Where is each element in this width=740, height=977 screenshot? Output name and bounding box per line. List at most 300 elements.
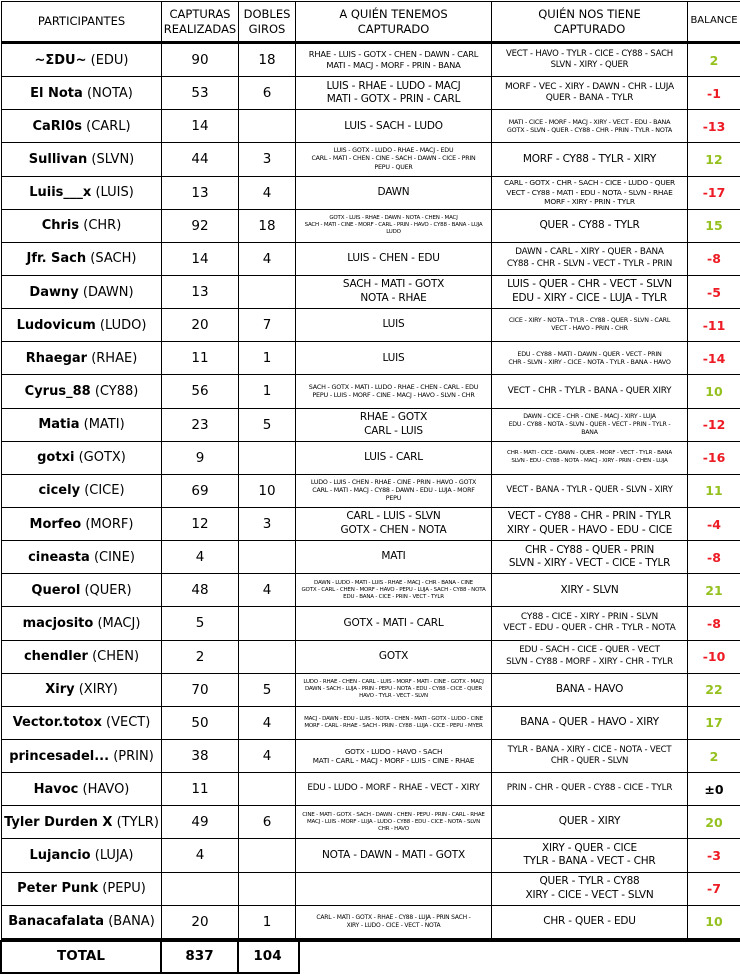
balance-value: 2 <box>688 44 740 77</box>
doubles-value: 1 <box>239 342 296 375</box>
captures-value: 90 <box>162 44 239 77</box>
captors-list <box>492 806 688 839</box>
capture-list-line: LUIS - GOTX - LUDO - RHAE - MACJ - EDU <box>333 147 454 155</box>
captors-list <box>492 541 688 574</box>
captors-list <box>492 342 688 375</box>
captors-list <box>492 442 688 475</box>
capture-list-line: VECT - HAVO - TYLR - CICE - CY88 - SACH <box>506 49 673 60</box>
capture-list-line: PEPU - QUER <box>374 163 413 171</box>
participant-code: (MATI) <box>83 417 125 433</box>
capture-list-line: DAWN <box>377 185 410 198</box>
doubles-value: 4 <box>239 243 296 276</box>
doubles-value: 1 <box>239 375 296 408</box>
doubles-value: 4 <box>239 707 296 740</box>
participant-name-cell <box>2 44 162 77</box>
capture-list-line: MATI - MACJ - MORF - PRIN - BANA <box>326 60 461 71</box>
capture-list-line: MORF - CY88 - TYLR - XIRY <box>522 152 657 165</box>
captors-list <box>492 839 688 872</box>
captures-value: 11 <box>162 342 239 375</box>
captures-value: 13 <box>162 276 239 309</box>
doubles-value: 4 <box>239 740 296 773</box>
participant-name: Havoc <box>33 781 79 797</box>
captures-value: 44 <box>162 143 239 176</box>
doubles-value: 1 <box>239 906 296 939</box>
captured-list <box>296 541 492 574</box>
capture-list-line: EDU - SACH - CICE - QUER - VECT <box>519 645 660 656</box>
balance-value: -1 <box>688 77 740 110</box>
capture-list-line: TYLR - BANA - VECT - CHR <box>523 855 656 868</box>
captured-list <box>296 143 492 176</box>
captors-list <box>492 674 688 707</box>
capture-list-line: QUER - XIRY <box>558 815 621 828</box>
captures-value: 50 <box>162 707 239 740</box>
balance-value: 11 <box>688 475 740 508</box>
capture-list-line: VECT - EDU - QUER - CHR - TYLR - NOTA <box>503 623 676 634</box>
balance-value: 20 <box>688 806 740 839</box>
participant-name-cell <box>2 508 162 541</box>
participant-name-cell <box>2 740 162 773</box>
captors-list <box>492 77 688 110</box>
capture-list-line: QUER - BANA - TYLR <box>545 93 634 104</box>
participant-name-cell <box>2 607 162 640</box>
participant-name: Banacafalata <box>8 914 105 930</box>
balance-value: -5 <box>688 276 740 309</box>
capture-list-line: MATI - CARL - MACJ - MORF - LUIS - CINE - RHAE <box>312 756 475 766</box>
header-participants-label: PARTICIPANTES <box>37 14 126 29</box>
table-row <box>2 475 740 508</box>
header-captures-line1: CAPTURAS <box>169 7 231 22</box>
balance-value: 15 <box>688 210 740 243</box>
doubles-value: 3 <box>239 143 296 176</box>
capture-list-line: LUDO - LUIS - CHEN - RHAE - CINE - PRIN - HAVO - GOTX <box>310 478 477 486</box>
capture-list-line: LUDO - RHAE - CHEN - CARL - LUIS - MORF - MATI - CINE - GOTX - MACJ <box>303 679 484 686</box>
participant-name-cell <box>2 773 162 806</box>
participant-code: (MACJ) <box>97 615 141 631</box>
doubles-value: 4 <box>239 574 296 607</box>
doubles-value: 7 <box>239 309 296 342</box>
participant-name-cell <box>2 276 162 309</box>
capture-list-line: SACH - MATI - GOTX <box>342 278 445 291</box>
captors-list <box>492 177 688 210</box>
capture-list-line: QUER - TYLR - CY88 <box>539 874 640 887</box>
table-header-row <box>2 2 740 44</box>
participant-name: Matia <box>38 417 80 433</box>
captured-list <box>296 309 492 342</box>
table-row <box>2 442 740 475</box>
capture-list-line: SLVN - XIRY - QUER <box>550 60 629 71</box>
participant-name: Jfr. Sach <box>26 251 87 267</box>
balance-value: -16 <box>688 442 740 475</box>
balance-value: -7 <box>688 873 740 906</box>
participant-name: Luiis___x <box>29 185 92 201</box>
captured-list <box>296 839 492 872</box>
table-row <box>2 574 740 607</box>
participant-name: gotxi <box>37 450 75 466</box>
balance-value: 2 <box>688 740 740 773</box>
captures-value: 13 <box>162 177 239 210</box>
capture-list-line: EDU - XIRY - CICE - LUJA - TYLR <box>512 292 667 305</box>
table-row <box>2 740 740 773</box>
balance-value: ±0 <box>688 773 740 806</box>
participant-name: Querol <box>31 582 81 598</box>
participant-name: Morfeo <box>29 516 82 532</box>
captured-list <box>296 442 492 475</box>
capture-list-line: CHR - SLVN - XIRY - CICE - NOTA - TYLR - BANA - HAVO <box>508 358 671 367</box>
capture-list-line: XIRY - SLVN <box>560 583 619 596</box>
capture-list-line: LUDO <box>386 229 401 236</box>
capture-list-line: LUIS <box>382 351 405 364</box>
capture-list-line: MATI - CICE - MORF - MACJ - XIRY - VECT - EDU - BANA <box>508 118 671 127</box>
participant-code: (LUIS) <box>95 185 134 201</box>
captors-list <box>492 44 688 77</box>
doubles-value <box>239 773 296 806</box>
capture-list-line: SACH - GOTX - MATI - LUDO - RHAE - CHEN - CARL - EDU <box>308 383 479 392</box>
capture-list-line: TYLR - BANA - XIRY - CICE - NOTA - VECT <box>507 744 672 755</box>
capture-list-line: CHR - CY88 - QUER - PRIN <box>524 543 655 556</box>
table-row <box>2 375 740 408</box>
balance-value: -8 <box>688 541 740 574</box>
doubles-value <box>239 442 296 475</box>
capture-list-line: CARL - LUIS <box>364 424 423 437</box>
participant-name-cell <box>2 839 162 872</box>
capture-list-line: BANA <box>581 428 598 436</box>
balance-value: -13 <box>688 110 740 143</box>
table-row <box>2 342 740 375</box>
capture-list-line: GOTX - CHEN - NOTA <box>340 524 447 537</box>
captors-list <box>492 210 688 243</box>
captured-list <box>296 773 492 806</box>
capture-list-line: GOTX - CARL - CHEN - MORF - HAVO - PEPU - LUJA - SACH - CY88 - NOTA <box>301 586 486 593</box>
capture-list-line: LUIS - CARL <box>364 450 423 463</box>
capture-list-line: MACJ - DAWN - EDU - LUIS - NOTA - CHEN - MATI - GOTX - LUDO - CINE <box>304 715 483 722</box>
capture-list-line: EDU - LUDO - MORF - RHAE - VECT - XIRY <box>307 783 480 794</box>
participant-name: Ludovicum <box>16 317 96 333</box>
participant-code: (CY88) <box>94 383 139 399</box>
captured-list <box>296 906 492 939</box>
capture-list-line: CHR - HAVO <box>378 825 409 832</box>
participant-name: Xiry <box>45 682 75 698</box>
participant-name: macjosito <box>22 615 94 631</box>
table-row <box>2 607 740 640</box>
participant-name: Peter Punk <box>17 881 99 897</box>
capture-list-line: GOTX - MATI - CARL <box>343 616 444 629</box>
capture-list-line: NOTA - RHAE <box>360 292 427 305</box>
header-captures <box>162 2 239 44</box>
capture-list-line: CHR - MATI - CICE - DAWN - QUER - MORF - VECT - TYLR - BANA <box>507 450 672 457</box>
participant-code: (XIRY) <box>78 682 118 698</box>
captors-list <box>492 607 688 640</box>
captors-list <box>492 574 688 607</box>
participant-name: Rhaegar <box>25 350 88 366</box>
balance-value: 12 <box>688 143 740 176</box>
captors-list <box>492 309 688 342</box>
captures-value: 49 <box>162 806 239 839</box>
header-captors-line1: QUIÉN NOS TIENE <box>538 7 641 22</box>
participant-name: Dawny <box>29 284 79 300</box>
captured-list <box>296 641 492 674</box>
capture-list-line: PEPU <box>385 494 402 502</box>
table-row <box>2 177 740 210</box>
doubles-value: 5 <box>239 674 296 707</box>
captures-value: 14 <box>162 243 239 276</box>
captures-value: 4 <box>162 839 239 872</box>
capture-list-line: EDU - CY88 - NOTA - SLVN - QUER - VECT - PRIN - TYLR - <box>508 420 671 428</box>
doubles-value <box>239 839 296 872</box>
table-row <box>2 110 740 143</box>
capture-list-line: GOTX <box>378 649 409 662</box>
capture-list-line: CINE - MATI - GOTX - SACH - DAWN - CHEN - PEPU - PRIN - CARL - RHAE <box>302 811 485 818</box>
table-body <box>2 44 740 941</box>
participant-code: (CINE) <box>93 549 135 565</box>
capture-list-line: CICE - XIRY - NOTA - TYLR - CY88 - QUER - SLVN - CARL <box>508 317 671 325</box>
participant-name: Lujancio <box>29 847 91 863</box>
capture-list-line: RHAE - LUIS - GOTX - CHEN - DAWN - CARL <box>308 49 479 60</box>
capture-list-line: LUIS - CHEN - EDU <box>347 252 440 265</box>
participant-name-cell <box>2 541 162 574</box>
captors-list <box>492 707 688 740</box>
participant-code: (CICE) <box>84 483 125 499</box>
doubles-value: 6 <box>239 77 296 110</box>
balance-value: -8 <box>688 607 740 640</box>
capture-list-line: MORF - XIRY - PRIN - TYLR <box>544 197 635 207</box>
balance-value: 21 <box>688 574 740 607</box>
capture-list-line: SLVN - CY88 - MORF - XIRY - CHR - TYLR <box>506 656 673 667</box>
table-row <box>2 773 740 806</box>
participant-code: (EDU) <box>90 52 129 68</box>
captured-list <box>296 77 492 110</box>
captured-list <box>296 243 492 276</box>
balance-value: -11 <box>688 309 740 342</box>
capture-list-line: XIRY - CICE - VECT - SLVN <box>525 888 654 901</box>
capture-list-line: NOTA - DAWN - MATI - GOTX <box>322 848 465 861</box>
table-row <box>2 243 740 276</box>
participant-code: (VECT) <box>106 715 151 731</box>
capture-list-line: DAWN - LUDO - MATI - LUIS - RHAE - MACJ - CHR - BANA - CINE <box>314 579 473 586</box>
standings-table <box>1 1 740 942</box>
participant-name-cell <box>2 674 162 707</box>
capture-list-line: MATI <box>381 550 406 563</box>
captors-list <box>492 906 688 939</box>
participant-code: (RHAE) <box>91 350 138 366</box>
capture-list-line: DAWN - SACH - LUJA - PRIN - PEPU - NOTA - EDU - CY88 - CICE - QUER <box>304 686 483 693</box>
header-doubles <box>239 2 296 44</box>
capture-list-line: CARL - GOTX - CHR - SACH - CICE - LUDO - QUER <box>504 178 675 188</box>
captors-list <box>492 243 688 276</box>
balance-value: -14 <box>688 342 740 375</box>
participant-name-cell <box>2 409 162 442</box>
table-row <box>2 906 740 939</box>
captors-list <box>492 276 688 309</box>
captured-list <box>296 674 492 707</box>
participant-name-cell <box>2 442 162 475</box>
balance-value: 17 <box>688 707 740 740</box>
participant-name: El Nota <box>30 85 83 101</box>
captors-list <box>492 873 688 906</box>
participant-name-cell <box>2 475 162 508</box>
capture-list-line: LUIS - QUER - CHR - VECT - SLVN <box>507 278 672 291</box>
captures-value: 9 <box>162 442 239 475</box>
captured-list <box>296 177 492 210</box>
doubles-value <box>239 276 296 309</box>
participant-name: Tyler Durden X <box>4 814 113 830</box>
participant-name: Vector.totox <box>12 715 102 731</box>
captors-list <box>492 110 688 143</box>
participant-name-cell <box>2 77 162 110</box>
participant-code: (CHEN) <box>92 649 140 665</box>
capture-list-line: QUER - CY88 - TYLR <box>539 218 640 231</box>
doubles-value: 6 <box>239 806 296 839</box>
captured-list <box>296 375 492 408</box>
header-captured-line1: A QUIÉN TENEMOS <box>339 7 448 22</box>
header-doubles-line2: GIROS <box>248 21 286 36</box>
capture-list-line: CARL - LUIS - SLVN <box>346 510 441 523</box>
participant-code: (PRIN) <box>113 748 154 764</box>
balance-value: 10 <box>688 906 740 939</box>
participant-name-cell <box>2 707 162 740</box>
capture-list-line: DAWN - CARL - XIRY - QUER - BANA <box>515 247 664 258</box>
captures-value: 4 <box>162 541 239 574</box>
balance-value: 22 <box>688 674 740 707</box>
participant-code: (LUDO) <box>99 317 147 333</box>
header-captors-line2: CAPTURADO <box>553 21 626 36</box>
doubles-value <box>239 607 296 640</box>
capture-list-line: CARL - MATI - CHEN - CINE - SACH - DAWN - CICE - PRIN <box>311 155 476 163</box>
captured-list <box>296 574 492 607</box>
header-participants <box>2 2 162 44</box>
capture-list-line: CHR - QUER - SLVN <box>550 756 629 767</box>
participant-code: (HAVO) <box>82 781 130 797</box>
capture-list-line: BANA - HAVO <box>555 682 624 695</box>
participant-name: Sullivan <box>28 151 88 167</box>
table-row <box>2 77 740 110</box>
capture-list-line: RHAE - GOTX <box>359 410 428 423</box>
balance-value: -4 <box>688 508 740 541</box>
doubles-value <box>239 110 296 143</box>
doubles-value: 5 <box>239 409 296 442</box>
participant-name-cell <box>2 873 162 906</box>
participant-name-cell <box>2 243 162 276</box>
captured-list <box>296 210 492 243</box>
capture-list-line: XIRY - LUDO - CICE - VECT - NOTA <box>346 921 441 929</box>
captured-list <box>296 607 492 640</box>
captors-list <box>492 740 688 773</box>
participant-name: cicely <box>38 483 81 499</box>
captured-list <box>296 806 492 839</box>
participant-code: (BANA) <box>108 914 155 930</box>
participant-code: (NOTA) <box>86 85 133 101</box>
participant-name-cell <box>2 375 162 408</box>
capture-list-line: SLVN - EDU - CY88 - NOTA - MACJ - XIRY - PRIN - CHEN - LUJA <box>511 457 668 464</box>
captures-value: 56 <box>162 375 239 408</box>
balance-value: -8 <box>688 243 740 276</box>
captures-value: 48 <box>162 574 239 607</box>
capture-list-line: CARL - MATI - MACJ - CY88 - DAWN - EDU - LUJA - MORF <box>312 486 475 494</box>
captors-list <box>492 508 688 541</box>
participant-name: cineasta <box>28 549 90 565</box>
capture-list-line: XIRY - QUER - CICE <box>542 841 637 854</box>
table-row <box>2 210 740 243</box>
captured-list <box>296 110 492 143</box>
table-row <box>2 276 740 309</box>
capture-list-line: CARL - MATI - GOTX - RHAE - CY88 - LUJA - PRIN SACH - <box>316 913 471 921</box>
total-label: TOTAL <box>2 940 162 972</box>
capture-list-line: EDU - CY88 - MATI - DAWN - QUER - VECT - PRIN <box>517 350 662 358</box>
captures-value: 70 <box>162 674 239 707</box>
participant-code: (SLVN) <box>91 151 135 167</box>
participant-name-cell <box>2 342 162 375</box>
table-row <box>2 44 740 77</box>
participant-code: (PEPU) <box>102 881 146 897</box>
capture-list-line: CHR - QUER - EDU <box>543 914 636 927</box>
table-row <box>2 309 740 342</box>
captures-value: 53 <box>162 77 239 110</box>
participant-code: (SACH) <box>90 251 137 267</box>
capture-list-line: DAWN - CICE - CHR - CINE - MACJ - XIRY - LUJA <box>523 412 656 420</box>
capture-list-line: VECT - HAVO - PRIN - CHR <box>551 325 628 333</box>
capture-list-line: VECT - CY88 - MATI - EDU - NOTA - SLVN - RHAE <box>506 187 673 197</box>
capture-list-line: MORF - CARL - RHAE - SACH - PRIN - CY88 - LUJA - CICE - PEPU - MYER <box>304 722 483 729</box>
captures-value: 2 <box>162 641 239 674</box>
participant-code: (CARL) <box>86 118 131 134</box>
capture-list-line: BANA - QUER - HAVO - XIRY <box>520 716 659 729</box>
captures-value <box>162 873 239 906</box>
capture-list-line: VECT - BANA - TYLR - QUER - SLVN - XIRY <box>506 485 673 496</box>
participant-name-cell <box>2 143 162 176</box>
captures-value: 38 <box>162 740 239 773</box>
participant-code: (QUER) <box>84 582 132 598</box>
participant-name: princesadel... <box>9 748 110 764</box>
table-row <box>2 541 740 574</box>
doubles-value: 10 <box>239 475 296 508</box>
captors-list <box>492 409 688 442</box>
captured-list <box>296 276 492 309</box>
participant-name-cell <box>2 574 162 607</box>
participant-name-cell <box>2 641 162 674</box>
capture-list-line: XIRY - QUER - HAVO - EDU - CICE <box>506 524 673 537</box>
capture-list-line: LUIS - RHAE - LUDO - MACJ <box>326 79 461 92</box>
capture-list-line: VECT - CY88 - CHR - PRIN - TYLR <box>507 510 672 523</box>
table-row <box>2 641 740 674</box>
balance-value: -17 <box>688 177 740 210</box>
capture-list-line: GOTX - LUIS - RHAE - DAWN - NOTA - CHEN - MACJ <box>329 215 458 222</box>
header-captured <box>296 2 492 44</box>
participant-name: chendler <box>23 649 88 665</box>
balance-value: 10 <box>688 375 740 408</box>
balance-value: -10 <box>688 641 740 674</box>
captures-value: 14 <box>162 110 239 143</box>
participant-code: (MORF) <box>85 516 134 532</box>
participant-name: Chris <box>41 218 80 234</box>
participant-code: (TYLR) <box>116 814 159 830</box>
capture-list-line: PEPU - LUIS - MORF - CINE - MACJ - HAVO - SLVN - CHR <box>312 391 475 400</box>
capture-list-line: CY88 - CHR - SLVN - VECT - TYLR - PRIN <box>506 258 673 269</box>
table-row <box>2 873 740 906</box>
capture-list-line: LUIS - SACH - LUDO <box>344 119 443 132</box>
captures-value: 5 <box>162 607 239 640</box>
table-row <box>2 143 740 176</box>
participant-name-cell <box>2 210 162 243</box>
capture-list-line: VECT - CHR - TYLR - BANA - QUER XIRY <box>507 385 672 396</box>
total-captures-value: 837 <box>162 940 239 972</box>
captors-list <box>492 475 688 508</box>
capture-list-line: MORF - VEC - XIRY - DAWN - CHR - LUJA <box>504 81 675 92</box>
capture-list-line: PRIN - CHR - QUER - CY88 - CICE - TYLR <box>506 783 673 794</box>
table-row <box>2 707 740 740</box>
captured-list <box>296 707 492 740</box>
participant-code: (DAWN) <box>82 284 134 300</box>
header-balance <box>688 2 740 44</box>
capture-list-line: CY88 - CICE - XIRY - PRIN - SLVN <box>520 611 659 622</box>
